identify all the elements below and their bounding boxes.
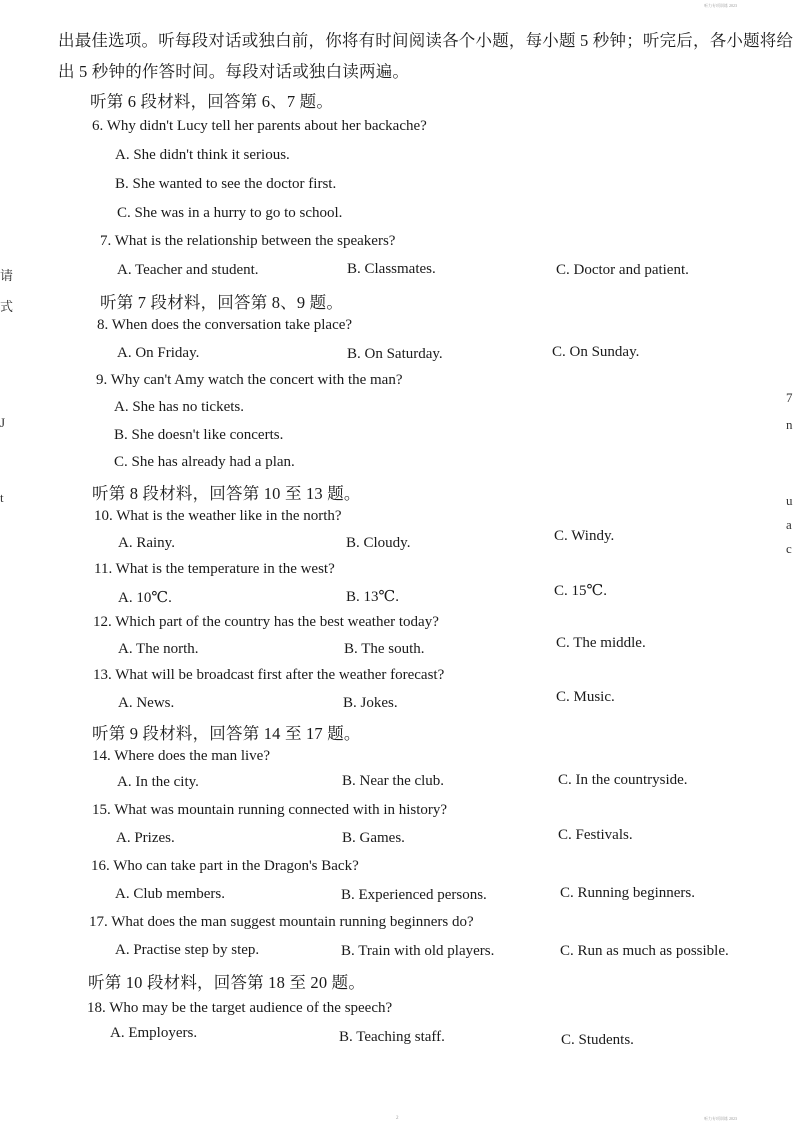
margin-char: 请 — [0, 268, 14, 283]
option-b: B. Classmates. — [347, 261, 436, 277]
margin-char: 式 — [0, 299, 14, 314]
option-c: C. Windy. — [554, 528, 615, 544]
question-stem: 11. What is the temperature in the west? — [94, 561, 335, 577]
option-b: B. Teaching staff. — [339, 1029, 445, 1045]
option-b: B. She wanted to see the doctor first. — [115, 176, 337, 192]
option-c: C. She has already had a plan. — [114, 454, 295, 470]
option-c: C. On Sunday. — [552, 344, 640, 360]
section-heading: 听第 7 段材料，回答第 8、9 题。 — [100, 293, 344, 312]
option-a: A. Employers. — [110, 1025, 198, 1041]
option-a: A. The north. — [118, 641, 199, 657]
option-a: A. Rainy. — [118, 535, 175, 551]
option-a: A. Club members. — [115, 886, 225, 902]
option-a: A. News. — [118, 695, 175, 711]
option-a: A. Teacher and student. — [117, 262, 259, 278]
question-stem: 6. Why didn't Lucy tell her parents about her backache? — [92, 118, 427, 134]
header-watermark: 听力专项训练 2023 — [704, 3, 737, 8]
margin-char: u — [786, 493, 793, 508]
margin-char: a — [786, 517, 792, 532]
option-c: C. Festivals. — [558, 827, 633, 843]
option-a: A. 10℃. — [118, 590, 172, 606]
option-b: B. Near the club. — [342, 773, 445, 789]
question-stem: 16. Who can take part in the Dragon's Back? — [91, 858, 359, 874]
option-c: C. Doctor and patient. — [556, 262, 689, 278]
margin-char: J — [0, 415, 6, 430]
option-b: B. Cloudy. — [346, 535, 411, 551]
option-b: B. Games. — [342, 830, 405, 846]
option-b: B. Jokes. — [343, 695, 398, 711]
option-a: A. Practise step by step. — [115, 942, 260, 958]
question-stem: 12. Which part of the country has the best weather today? — [93, 614, 439, 630]
page-number: 2 — [396, 1116, 399, 1121]
section-heading: 听第 10 段材料，回答第 18 至 20 题。 — [88, 973, 366, 992]
question-stem: 9. Why can't Amy watch the concert with the man? — [96, 372, 403, 388]
option-c: C. In the countryside. — [558, 772, 688, 788]
option-b: B. Train with old players. — [341, 943, 495, 959]
option-a: A. She didn't think it serious. — [115, 147, 290, 163]
footer-watermark: 听力专项训练 2023 — [704, 1116, 737, 1121]
option-c: C. 15℃. — [554, 583, 608, 599]
section-heading: 听第 8 段材料，回答第 10 至 13 题。 — [92, 484, 361, 503]
option-c: C. Run as much as possible. — [560, 943, 729, 959]
option-b: B. On Saturday. — [347, 346, 443, 362]
option-c: C. Music. — [556, 689, 615, 705]
option-a: A. In the city. — [117, 774, 199, 790]
question-stem: 10. What is the weather like in the north? — [94, 508, 342, 524]
option-c: C. She was in a hurry to go to school. — [117, 205, 343, 221]
intro-line: 出 5 秒钟的作答时间。每段对话或独白读两遍。 — [58, 62, 410, 81]
option-b: B. She doesn't like concerts. — [114, 427, 284, 443]
option-b: B. The south. — [344, 641, 425, 657]
option-c: C. Students. — [561, 1032, 634, 1048]
question-stem: 8. When does the conversation take place? — [97, 317, 353, 333]
margin-char: 7 — [786, 390, 793, 405]
margin-char: n — [786, 417, 793, 432]
option-b: B. 13℃. — [346, 589, 400, 605]
intro-line: 出最佳选项。听每段对话或独白前，你将有时间阅读各个小题，每小题 5 秒钟；听完后，各小题将给 — [58, 31, 794, 50]
option-c: C. Running beginners. — [560, 885, 695, 901]
question-stem: 15. What was mountain running connected with in history? — [92, 802, 448, 818]
option-c: C. The middle. — [556, 635, 646, 651]
section-heading: 听第 6 段材料，回答第 6、7 题。 — [90, 92, 334, 111]
option-a: A. On Friday. — [117, 345, 200, 361]
margin-char: c — [786, 541, 792, 556]
question-stem: 17. What does the man suggest mountain running beginners do? — [89, 914, 474, 930]
margin-char: t — [0, 490, 4, 505]
question-stem: 18. Who may be the target audience of the speech? — [87, 1000, 393, 1016]
option-a: A. Prizes. — [116, 830, 175, 846]
question-stem: 14. Where does the man live? — [92, 748, 270, 764]
question-stem: 13. What will be broadcast first after the weather forecast? — [93, 667, 445, 683]
option-a: A. She has no tickets. — [114, 399, 244, 415]
section-heading: 听第 9 段材料，回答第 14 至 17 题。 — [92, 724, 361, 743]
option-b: B. Experienced persons. — [341, 887, 487, 903]
question-stem: 7. What is the relationship between the speakers? — [100, 233, 396, 249]
